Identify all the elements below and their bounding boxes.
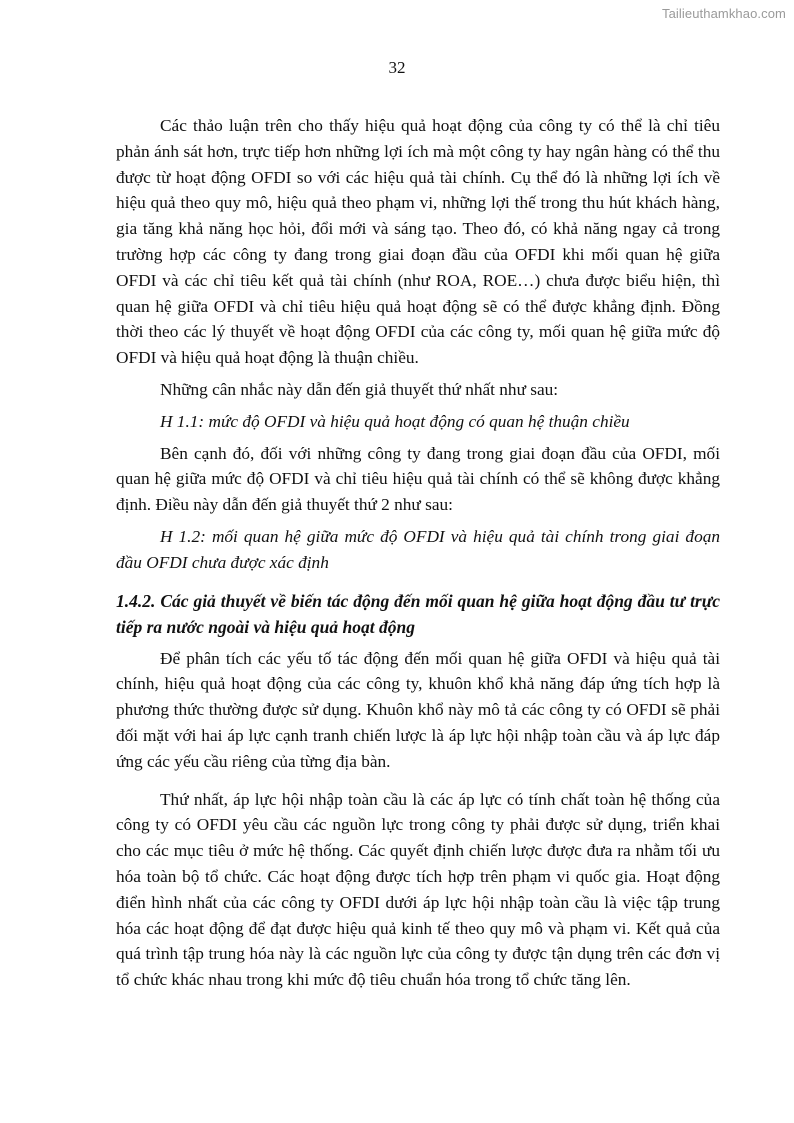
paragraph-5: Thứ nhất, áp lực hội nhập toàn cầu là các áp lực có tính chất toàn hệ thống của công ty có OFDI yêu cầu các nguồn lực trong công ty phải được sử dụng, triển khai cho các mục tiêu ở mức hệ thống. Các quyết định chiến lược được đưa ra nhằm tối ưu hóa toàn bộ tổ chức. Các hoạt động được tích hợp trên phạm vi quốc gia. Hoạt động điển hình nhất của các công ty OFDI dưới áp lực hội nhập toàn cầu là việc tập trung hóa các hoạt động để đạt được hiệu quả kinh tế theo quy mô và phạm vi. Kết quả của quá trình tập trung hóa này là các nguồn lực của công ty được tận dụng trên các đơn vị tổ chức khác nhau trong khi mức độ tiêu chuẩn hóa trong tổ chức tăng lên. bbox=[116, 789, 720, 990]
document-body bbox=[116, 113, 720, 999]
paragraph-4: Để phân tích các yếu tố tác động đến mối quan hệ giữa OFDI và hiệu quả tài chính, hiệu quả hoạt động của các công ty, khuôn khổ khả năng đáp ứng tích hợp là phương thức thường được sử dụng. Khuôn khổ này mô tả các công ty có OFDI sẽ phải đối mặt với hai áp lực cạnh tranh chiến lược là áp lực hội nhập toàn cầu và áp lực đáp ứng các yếu cầu riêng của từng địa bàn. bbox=[116, 648, 720, 771]
paragraph-3: Bên cạnh đó, đối với những công ty đang trong giai đoạn đầu của OFDI, mối quan hệ giữa mức độ OFDI và chỉ tiêu hiệu quả tài chính có thể sẽ không được khẳng định. Điều này dẫn đến giả thuyết thứ 2 như sau: bbox=[116, 443, 720, 515]
section-heading: 1.4.2. Các giả thuyết về biến tác động đến mối quan hệ giữa hoạt động đầu tư trực tiếp ra nước ngoài và hiệu quả hoạt động bbox=[116, 590, 720, 637]
hypothesis-1-1: H 1.1: mức độ OFDI và hiệu quả hoạt động có quan hệ thuận chiều bbox=[160, 411, 630, 431]
paragraph-2: Những cân nhắc này dẫn đến giả thuyết thứ nhất như sau: bbox=[160, 379, 559, 399]
hypothesis-1-2: H 1.2: mối quan hệ giữa mức độ OFDI và hiệu quả tài chính trong giai đoạn đầu OFDI chưa được xác định bbox=[116, 526, 720, 572]
watermark: Tailieuthamkhao.com bbox=[661, 6, 786, 21]
page-number: 32 bbox=[388, 58, 406, 77]
paragraph-1: Các thảo luận trên cho thấy hiệu quả hoạt động của công ty có thể là chỉ tiêu phản ánh sát hơn, trực tiếp hơn những lợi ích mà một công ty hay ngân hàng có thể thu được từ hoạt động OFDI so với các hiệu quả tài chính. Cụ thể đó là những lợi ích về hiệu quả theo quy mô, hiệu quả theo phạm vi, những lợi thế trong thu hút khách hàng, gia tăng khả năng học hỏi, đổi mới và sáng tạo. Theo đó, có khả năng ngay cả trong trường hợp các công ty đang trong giai đoạn đầu của OFDI khi mối quan hệ giữa OFDI và các chỉ tiêu kết quả tài chính (như ROA, ROE…) chưa được biểu hiện, thì quan hệ giữa OFDI và chỉ tiêu hiệu quả hoạt động sẽ có thể được khẳng định. Đồng thời theo các lý thuyết về hoạt động OFDI của các công ty, mối quan hệ giữa mức độ OFDI và hiệu quả hoạt động là thuận chiều. bbox=[116, 116, 720, 368]
